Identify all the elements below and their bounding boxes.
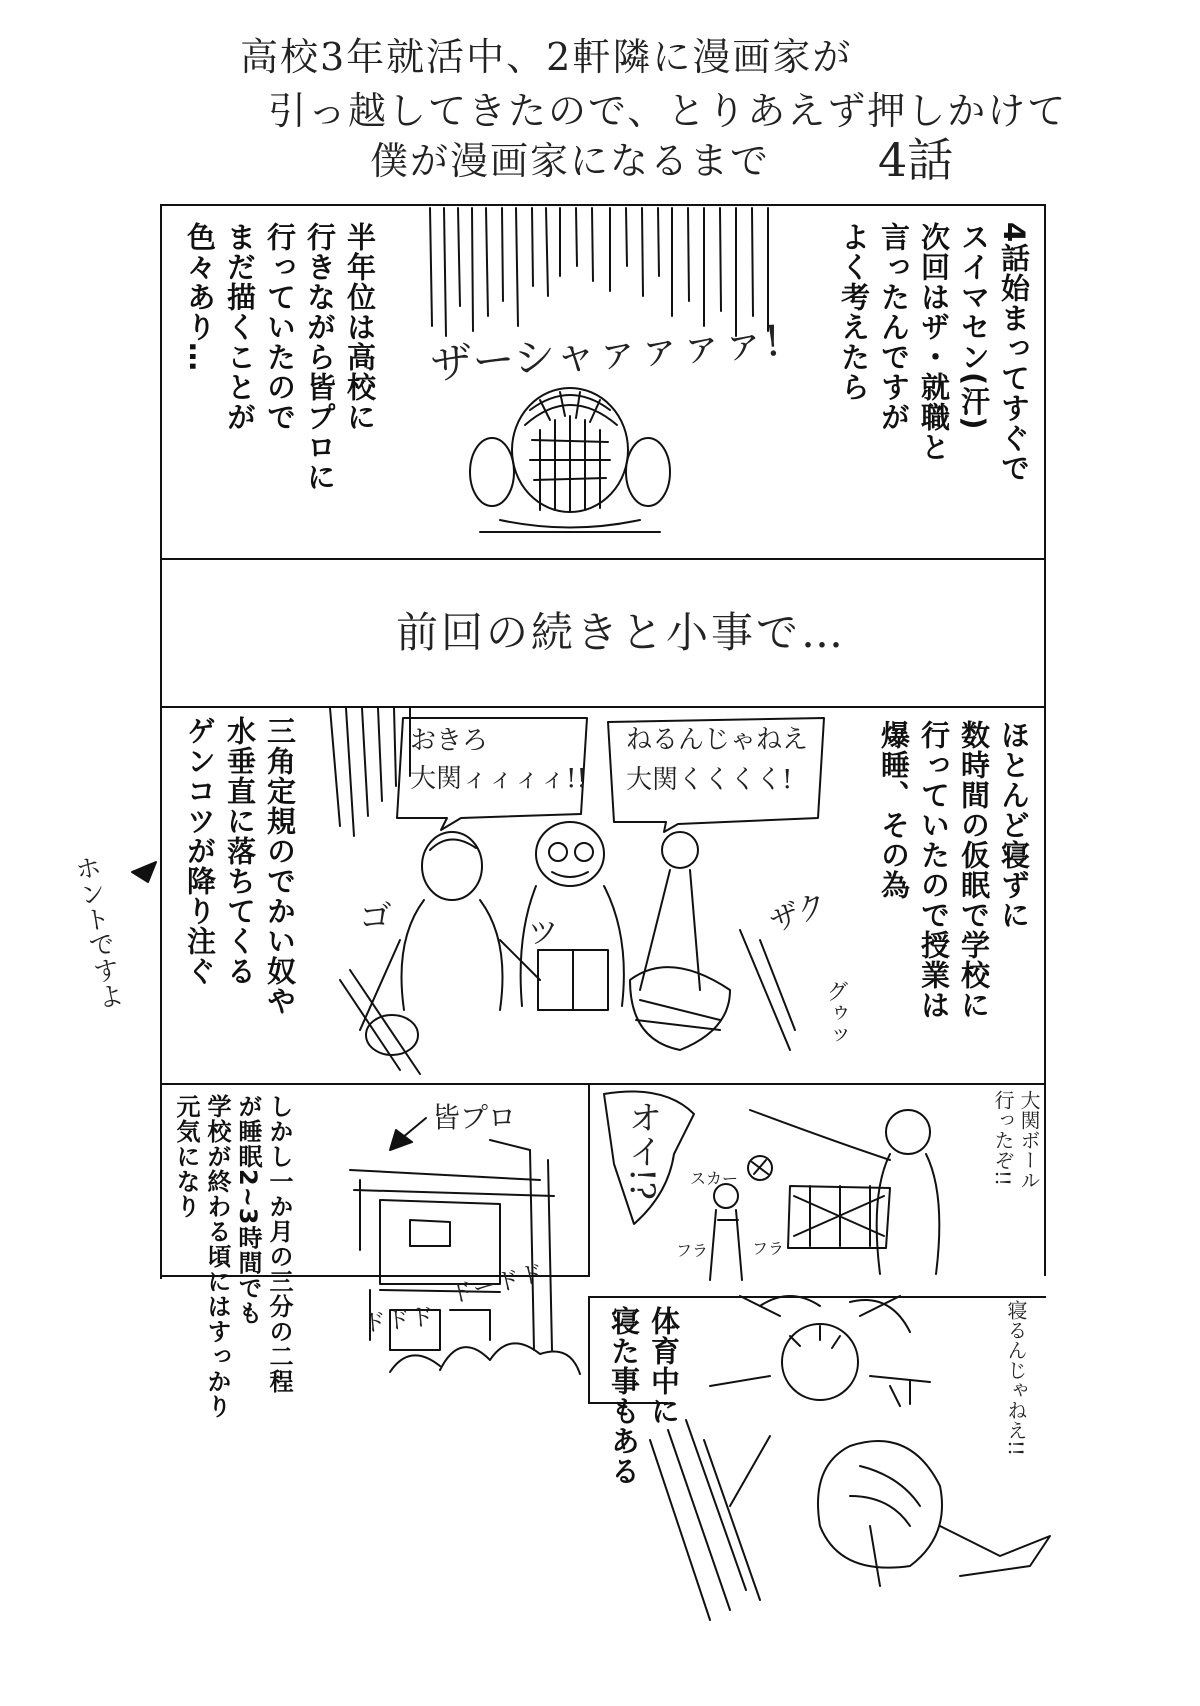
panel-divider-1 [160, 558, 1046, 560]
panel-5-sfx-fura-2: フラ [752, 1239, 785, 1258]
panel-6-left-edge [588, 1296, 590, 1404]
panel-3-narration-right: ほとんど寝ずに 数時間の仮眠で学校に 行っていたので授業は 爆睡、その為 [877, 720, 1031, 1020]
panel-frame-left-bottom [160, 1276, 162, 1279]
panel-5-gym-drawing [690, 1100, 970, 1290]
panel-4-narration: しかし一か月の三分の二程 が睡眠2~3時間でも 学校が終わる頃にはすっかり 元気になり [172, 1094, 293, 1419]
margin-arrow-icon [130, 860, 160, 884]
panel-3-sfx-guu: グゥッ [823, 980, 848, 1046]
panel-3-narration-left: 三角定規のでかい奴や 水垂直に落ちてくる ゲンコツが降り注ぐ [183, 716, 297, 1016]
panel-1-character-drawing [470, 380, 670, 540]
panel-5-sfx-oi: オイ!? [622, 1100, 662, 1200]
panel-frame-right [1044, 204, 1046, 1276]
title-line-2: 引っ越してきたので、とりあえず押しかけて [268, 89, 1068, 133]
panel-2-caption: 前回の続きと小事で… [396, 608, 847, 657]
panel-1-narration-right: 4話始まってすぐで スイマセン(汗) 次回はザ・就職と 言ったんですが よく考えたら [837, 222, 1031, 484]
panel-3-classroom-drawing [340, 830, 800, 1080]
panel-3-sfx-za: ザク [764, 886, 833, 940]
panel-divider-3 [160, 1083, 1046, 1085]
panel-4-label-minapuro: 皆プロ [432, 1101, 517, 1134]
title-line-3: 僕が漫画家になるまで [370, 139, 771, 183]
panel-1-sfx: ザーシャァァァァ! [428, 315, 783, 390]
panel-divider-2 [160, 706, 1046, 708]
panel-3-sfx-tsu: ツ [528, 916, 558, 951]
panel-4-sfx-dododo-2: ドードド [446, 1258, 547, 1310]
panel-divider-4 [588, 1083, 590, 1276]
panel-6-speed-lines [640, 1420, 780, 1640]
panel-6-narration: 体育中に 寝た事もある [607, 1306, 681, 1486]
speech-bubble-right-text: ねるんじゃねえ 大関くくくく! [626, 725, 809, 795]
panel-5-sfx-fura-1: フラ [676, 1241, 709, 1260]
panel-4-sfx-dododo-1: ドドド [360, 1302, 436, 1338]
panel-1-narration-left: 半年位は高校に 行きながら皆プロに 行っていたので まだ描くことが 色々あり… [183, 222, 377, 492]
panel-frame-left-low [160, 1083, 162, 1279]
speech-bubble-left-text: おきろ 大関ィィィィ!! [410, 726, 587, 794]
panel-5-speech: 大関ボール 行ったぞ!! [991, 1090, 1041, 1190]
chapter-number: 4話 [878, 133, 954, 187]
title-line-1: 高校3年就活中、2軒隣に漫画家が [240, 35, 853, 79]
panel-5-sfx-suka: スカー [690, 1169, 739, 1188]
panel-3-sfx-go: ゴ [352, 898, 392, 932]
margin-note: ホントですよ [68, 852, 126, 1012]
panel-6-speech: 寝るんじゃねえ!! [1004, 1300, 1028, 1457]
